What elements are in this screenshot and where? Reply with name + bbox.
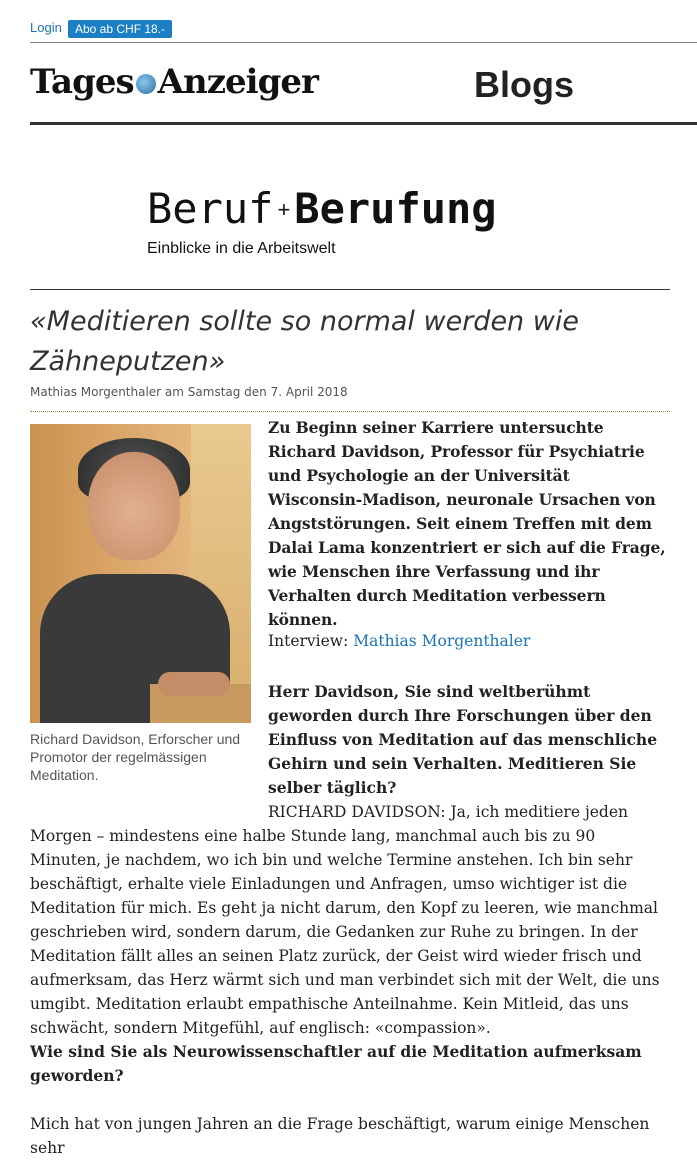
interview-label: Interview:	[268, 632, 349, 650]
blog-title-plus: +	[277, 197, 291, 222]
author-photo	[30, 424, 251, 723]
blog-title-bold: Berufung	[294, 184, 497, 233]
photo-caption: Richard Davidson, Erforscher und Promotor der regelmässigen Meditation.	[30, 731, 241, 783]
article-lead: Zu Beginn seiner Karriere untersuchte Richard Davidson, Professor für Psychiatrie und Psychologie an der Universität Wisconsin-Madison, neuronale Ursachen von Angststörungen. Seit einem Treffen mit dem Dalai Lama konzentriert er sich auf die Frage, wie Menschen ihre Verfassung und ihr Verhalten durch Meditation verbessern können.	[268, 418, 666, 629]
subscription-button[interactable]: Abo ab CHF 18.-	[68, 20, 172, 38]
interview-credit	[268, 632, 530, 650]
masthead	[30, 58, 697, 125]
interview-question: Wie sind Sie als Neurowissenschaftler auf die Meditation aufmerksam geworden?	[30, 1042, 642, 1085]
blog-title-thin: Beruf	[147, 184, 274, 233]
logo-text-right: Anzeiger	[157, 62, 318, 102]
photo-face	[88, 452, 180, 560]
globe-icon	[136, 74, 156, 94]
interview-answer: Mich hat von jungen Jahren an die Frage beschäftigt, warum einige Menschen sehr	[30, 1115, 650, 1157]
photo-hand	[158, 672, 230, 696]
blog-subtitle: Einblicke in die Arbeitswelt	[147, 240, 336, 257]
interview-question: Herr Davidson, Sie sind weltberühmt geworden durch Ihre Forschungen über den Einfluss von Meditation auf das menschliche Gehirn und sein Verhalten. Meditieren Sie selber täglich?	[268, 682, 658, 797]
login-link[interactable]: Login	[30, 20, 62, 35]
blog-title[interactable]	[147, 184, 497, 233]
divider	[30, 411, 670, 412]
interview-answer: RICHARD DAVIDSON: Ja, ich meditiere jeden Morgen – mindestens eine halbe Stunde lang, manchmal auch bis zu 90 Minuten, je nachdem, wo ich bin und welche Termine anstehen. Ich bin sehr beschäftigt, erhalte viele Einladungen und Anfragen, umso wichtiger ist die Meditation für mich. Es geht ja nicht darum, den Kopf zu leeren, wie manchmal geschrieben wird, sondern darum, die Gedanken zur Ruhe zu bringen. In der Meditation fällt alles an seinen Platz zurück, der Geist wird wieder frisch und aufmerksam, das Herz wärmt sich und man verbindet sich mit der Welt, die uns umgibt. Meditation erlaubt empathische Anteilnahme. Kein Mitleid, das uns schwächt, sondern Mitgefühl, auf englisch: «compassion».	[30, 803, 660, 1037]
section-title-blogs[interactable]: Blogs	[474, 64, 575, 105]
article-headline: «Meditieren sollte so normal werden wie Zähneputzen»	[30, 306, 579, 377]
top-bar	[30, 20, 697, 43]
interview-author-link[interactable]: Mathias Morgenthaler	[353, 632, 531, 650]
article-byline: Mathias Morgenthaler am Samstag den 7. April 2018	[30, 385, 348, 399]
divider	[30, 289, 670, 290]
logo-text-left: Tages	[30, 62, 134, 102]
tages-anzeiger-logo[interactable]	[30, 62, 318, 102]
